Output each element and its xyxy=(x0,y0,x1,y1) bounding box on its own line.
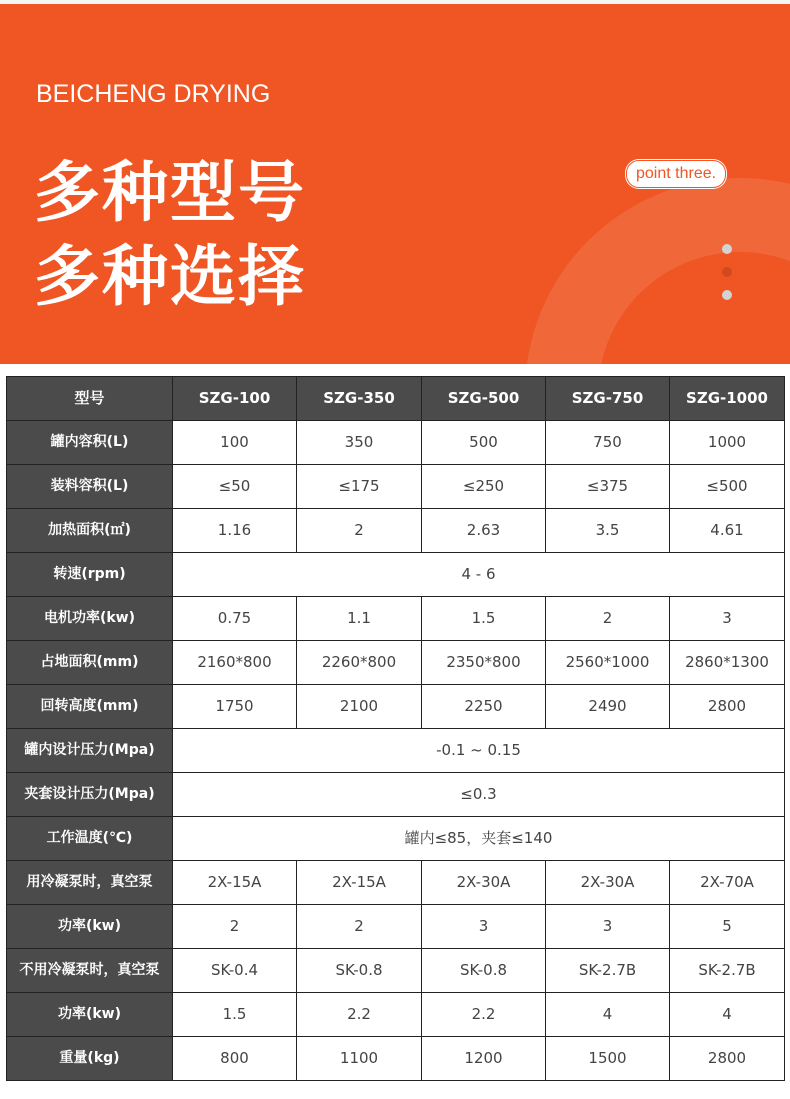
row-label: 工作温度(℃) xyxy=(7,817,173,861)
table-cell: 800 xyxy=(173,1037,297,1081)
table-cell: 2.63 xyxy=(422,509,546,553)
table-cell: 1000 xyxy=(670,421,785,465)
top-strip xyxy=(0,0,790,4)
row-label: 罐内容积(L) xyxy=(7,421,173,465)
table-cell: 4 - 6 xyxy=(173,553,785,597)
table-cell: SK-0.8 xyxy=(422,949,546,993)
table-cell: 2350*800 xyxy=(422,641,546,685)
table-cell: 1500 xyxy=(546,1037,670,1081)
table-cell: ≤175 xyxy=(297,465,422,509)
row-label: 转速(rpm) xyxy=(7,553,173,597)
table-cell: 1.5 xyxy=(422,597,546,641)
table-cell: 2X-30A xyxy=(546,861,670,905)
row-label: 用冷凝泵时，真空泵 xyxy=(7,861,173,905)
column-header: SZG-500 xyxy=(422,377,546,421)
table-cell: 2 xyxy=(297,905,422,949)
table-row xyxy=(7,905,785,949)
table-cell: 2X-30A xyxy=(422,861,546,905)
row-label: 占地面积(mm) xyxy=(7,641,173,685)
row-label: 加热面积(㎡) xyxy=(7,509,173,553)
table-cell: 2800 xyxy=(670,685,785,729)
row-label: 功率(kw) xyxy=(7,993,173,1037)
table-cell: 100 xyxy=(173,421,297,465)
table-cell: 3.5 xyxy=(546,509,670,553)
headline-line-2: 多种选择 xyxy=(34,238,306,315)
table-cell: 2490 xyxy=(546,685,670,729)
table-cell: 3 xyxy=(422,905,546,949)
row-label: 不用冷凝泵时，真空泵 xyxy=(7,949,173,993)
table-cell: 4.61 xyxy=(670,509,785,553)
table-cell: 1750 xyxy=(173,685,297,729)
table-cell: -0.1 ~ 0.15 xyxy=(173,729,785,773)
table-row xyxy=(7,685,785,729)
row-label: 回转高度(mm) xyxy=(7,685,173,729)
table-row xyxy=(7,421,785,465)
row-label: 重量(kg) xyxy=(7,1037,173,1081)
table-cell: ≤375 xyxy=(546,465,670,509)
table-cell: 0.75 xyxy=(173,597,297,641)
table-cell: 500 xyxy=(422,421,546,465)
table-row xyxy=(7,729,785,773)
table-cell: 2X-15A xyxy=(297,861,422,905)
table-cell: 3 xyxy=(546,905,670,949)
column-header: 型号 xyxy=(7,377,173,421)
table-cell: 2100 xyxy=(297,685,422,729)
table-cell: 1.16 xyxy=(173,509,297,553)
table-cell: 罐内≤85，夹套≤140 xyxy=(173,817,785,861)
table-row xyxy=(7,1037,785,1081)
table-cell: 2 xyxy=(297,509,422,553)
table-row xyxy=(7,861,785,905)
table-cell: 1.1 xyxy=(297,597,422,641)
column-header: SZG-350 xyxy=(297,377,422,421)
dot-icon xyxy=(722,244,732,254)
brand-name: BEICHENG DRYING xyxy=(36,80,271,108)
table-cell: 750 xyxy=(546,421,670,465)
column-header: SZG-1000 xyxy=(670,377,785,421)
table-row xyxy=(7,553,785,597)
table-cell: 2.2 xyxy=(422,993,546,1037)
table-cell: 1100 xyxy=(297,1037,422,1081)
row-label: 罐内设计压力(Mpa) xyxy=(7,729,173,773)
table-body xyxy=(7,421,785,1081)
table-row xyxy=(7,817,785,861)
headline-line-1: 多种型号 xyxy=(34,154,306,231)
table-cell: 2250 xyxy=(422,685,546,729)
table-cell: 2 xyxy=(546,597,670,641)
column-header: SZG-750 xyxy=(546,377,670,421)
table-cell: 2160*800 xyxy=(173,641,297,685)
table-cell: 2860*1300 xyxy=(670,641,785,685)
table-cell: 2X-15A xyxy=(173,861,297,905)
dot-icon xyxy=(722,290,732,300)
table-cell: 2260*800 xyxy=(297,641,422,685)
table-cell: 2.2 xyxy=(297,993,422,1037)
table-cell: 2X-70A xyxy=(670,861,785,905)
table-row xyxy=(7,641,785,685)
row-label: 夹套设计压力(Mpa) xyxy=(7,773,173,817)
table-cell: 350 xyxy=(297,421,422,465)
table-cell: 4 xyxy=(670,993,785,1037)
table-cell: SK-0.4 xyxy=(173,949,297,993)
table-cell: 2 xyxy=(173,905,297,949)
table-row xyxy=(7,773,785,817)
table-cell: 2800 xyxy=(670,1037,785,1081)
table-row xyxy=(7,597,785,641)
point-tag: point three. xyxy=(626,160,726,188)
table-cell: ≤0.3 xyxy=(173,773,785,817)
table-cell: SK-2.7B xyxy=(546,949,670,993)
table-row xyxy=(7,465,785,509)
dot-icon xyxy=(722,267,732,277)
table-cell: SK-2.7B xyxy=(670,949,785,993)
table-header-row xyxy=(7,377,785,421)
column-header: SZG-100 xyxy=(173,377,297,421)
table-cell: 4 xyxy=(546,993,670,1037)
table-cell: 3 xyxy=(670,597,785,641)
row-label: 电机功率(kw) xyxy=(7,597,173,641)
table-row xyxy=(7,949,785,993)
row-label: 装料容积(L) xyxy=(7,465,173,509)
table-cell: 2560*1000 xyxy=(546,641,670,685)
table-cell: SK-0.8 xyxy=(297,949,422,993)
table-cell: ≤250 xyxy=(422,465,546,509)
table-cell: 1200 xyxy=(422,1037,546,1081)
table-cell: ≤50 xyxy=(173,465,297,509)
table-row xyxy=(7,993,785,1037)
hero-banner xyxy=(0,0,790,364)
table-row xyxy=(7,509,785,553)
table-cell: ≤500 xyxy=(670,465,785,509)
spec-table xyxy=(6,376,785,1081)
table-cell: 5 xyxy=(670,905,785,949)
row-label: 功率(kw) xyxy=(7,905,173,949)
table-cell: 1.5 xyxy=(173,993,297,1037)
